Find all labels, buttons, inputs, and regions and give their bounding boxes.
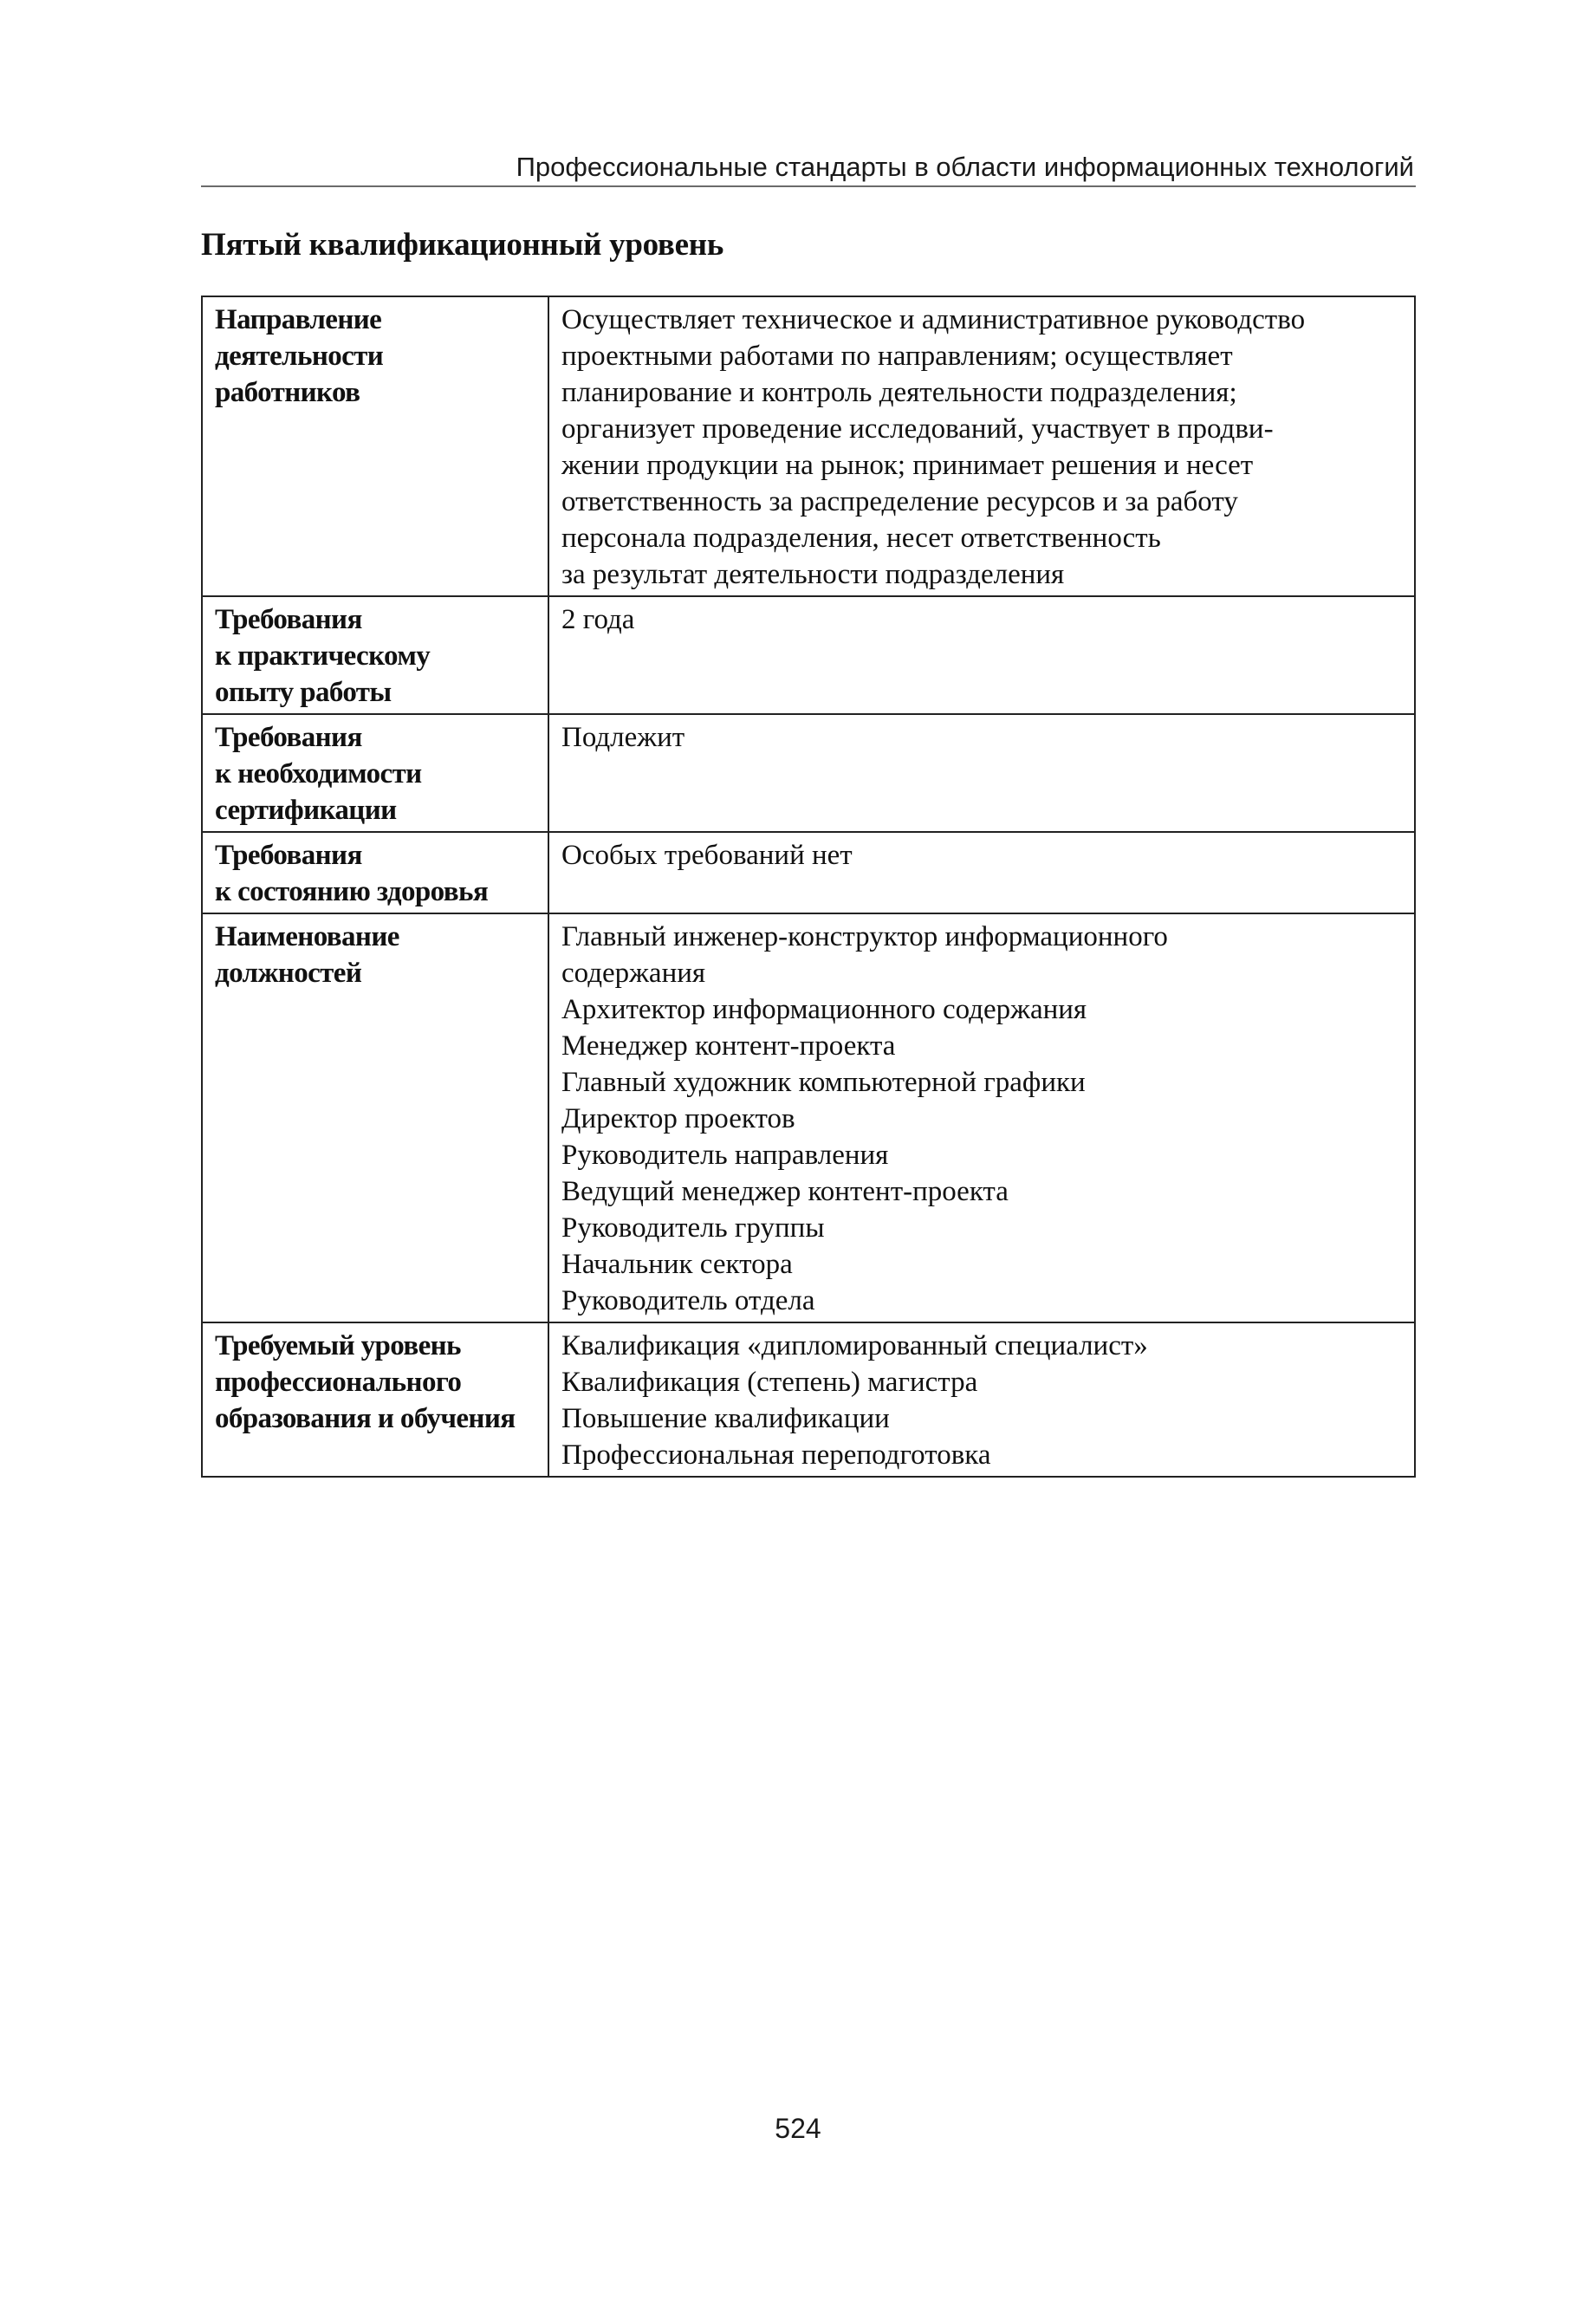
table-row xyxy=(202,596,1415,714)
label-line: Требования xyxy=(215,840,362,871)
value-line: Особых требований нет xyxy=(561,840,853,871)
value-line: Руководитель отдела xyxy=(561,1285,815,1316)
value-line: Осуществляет техническое и административное руководство xyxy=(561,304,1306,335)
value-line: Начальник сектора xyxy=(561,1249,793,1280)
label-line: работников xyxy=(215,377,360,408)
value-line: Директор проектов xyxy=(561,1103,795,1134)
table-row xyxy=(202,714,1415,832)
value-line: Главный инженер-конструктор информационного xyxy=(561,921,1168,952)
row-label xyxy=(202,296,548,596)
label-line: к состоянию здоровья xyxy=(215,876,489,907)
value-line: Повышение квалификации xyxy=(561,1403,890,1434)
value-line: организует проведение исследований, участвует в продви- xyxy=(561,413,1274,445)
label-line: Требования xyxy=(215,604,362,635)
section-title: Пятый квалификационный уровень xyxy=(201,227,723,263)
value-line: персонала подразделения, несет ответственность xyxy=(561,523,1161,554)
label-line: деятельности xyxy=(215,341,384,372)
value-line: содержания xyxy=(561,958,706,989)
row-value xyxy=(548,714,1415,832)
value-line: Менеджер контент-проекта xyxy=(561,1030,896,1062)
value-line: жении продукции на рынок; принимает решения и несет xyxy=(561,450,1254,481)
row-label xyxy=(202,1322,548,1477)
row-value xyxy=(548,596,1415,714)
row-label xyxy=(202,596,548,714)
value-line: за результат деятельности подразделения xyxy=(561,559,1065,590)
label-line: к необходимости xyxy=(215,758,422,789)
label-line: к практическому xyxy=(215,640,431,672)
table-row xyxy=(202,296,1415,596)
value-line: планирование и контроль деятельности подразделения; xyxy=(561,377,1237,408)
value-line: Квалификация «дипломированный специалист» xyxy=(561,1330,1148,1361)
value-line: Подлежит xyxy=(561,722,685,753)
label-line: профессионального xyxy=(215,1367,462,1398)
value-line: Профессиональная переподготовка xyxy=(561,1439,991,1471)
value-line: Руководитель группы xyxy=(561,1212,825,1244)
label-line: должностей xyxy=(215,958,362,989)
page-number: 524 xyxy=(775,2113,821,2144)
row-label xyxy=(202,913,548,1322)
label-line: образования и обучения xyxy=(215,1403,516,1434)
label-line: Требования xyxy=(215,722,362,753)
row-value xyxy=(548,913,1415,1322)
value-line: ответственность за распределение ресурсов и за работу xyxy=(561,486,1238,517)
table-row xyxy=(202,832,1415,913)
value-line: Руководитель направления xyxy=(561,1140,889,1171)
row-value xyxy=(548,832,1415,913)
value-line: Архитектор информационного содержания xyxy=(561,994,1087,1025)
label-line: сертификации xyxy=(215,795,397,826)
table-row xyxy=(202,1322,1415,1477)
row-value xyxy=(548,1322,1415,1477)
label-line: Наименование xyxy=(215,921,399,952)
table-row xyxy=(202,913,1415,1322)
qualification-table xyxy=(201,296,1416,1478)
row-label xyxy=(202,714,548,832)
label-line: Требуемый уровень xyxy=(215,1330,461,1361)
running-header: Профессиональные стандарты в области информационных технологий xyxy=(201,147,1416,187)
row-value xyxy=(548,296,1415,596)
value-line: Квалификация (степень) магистра xyxy=(561,1367,978,1398)
value-line: Ведущий менеджер контент-проекта xyxy=(561,1176,1009,1207)
value-line: проектными работами по направлениям; осуществляет xyxy=(561,341,1233,372)
row-label xyxy=(202,832,548,913)
label-line: Направление xyxy=(215,304,382,335)
label-line: опыту работы xyxy=(215,677,392,708)
value-line: 2 года xyxy=(561,604,635,635)
value-line: Главный художник компьютерной графики xyxy=(561,1067,1086,1098)
